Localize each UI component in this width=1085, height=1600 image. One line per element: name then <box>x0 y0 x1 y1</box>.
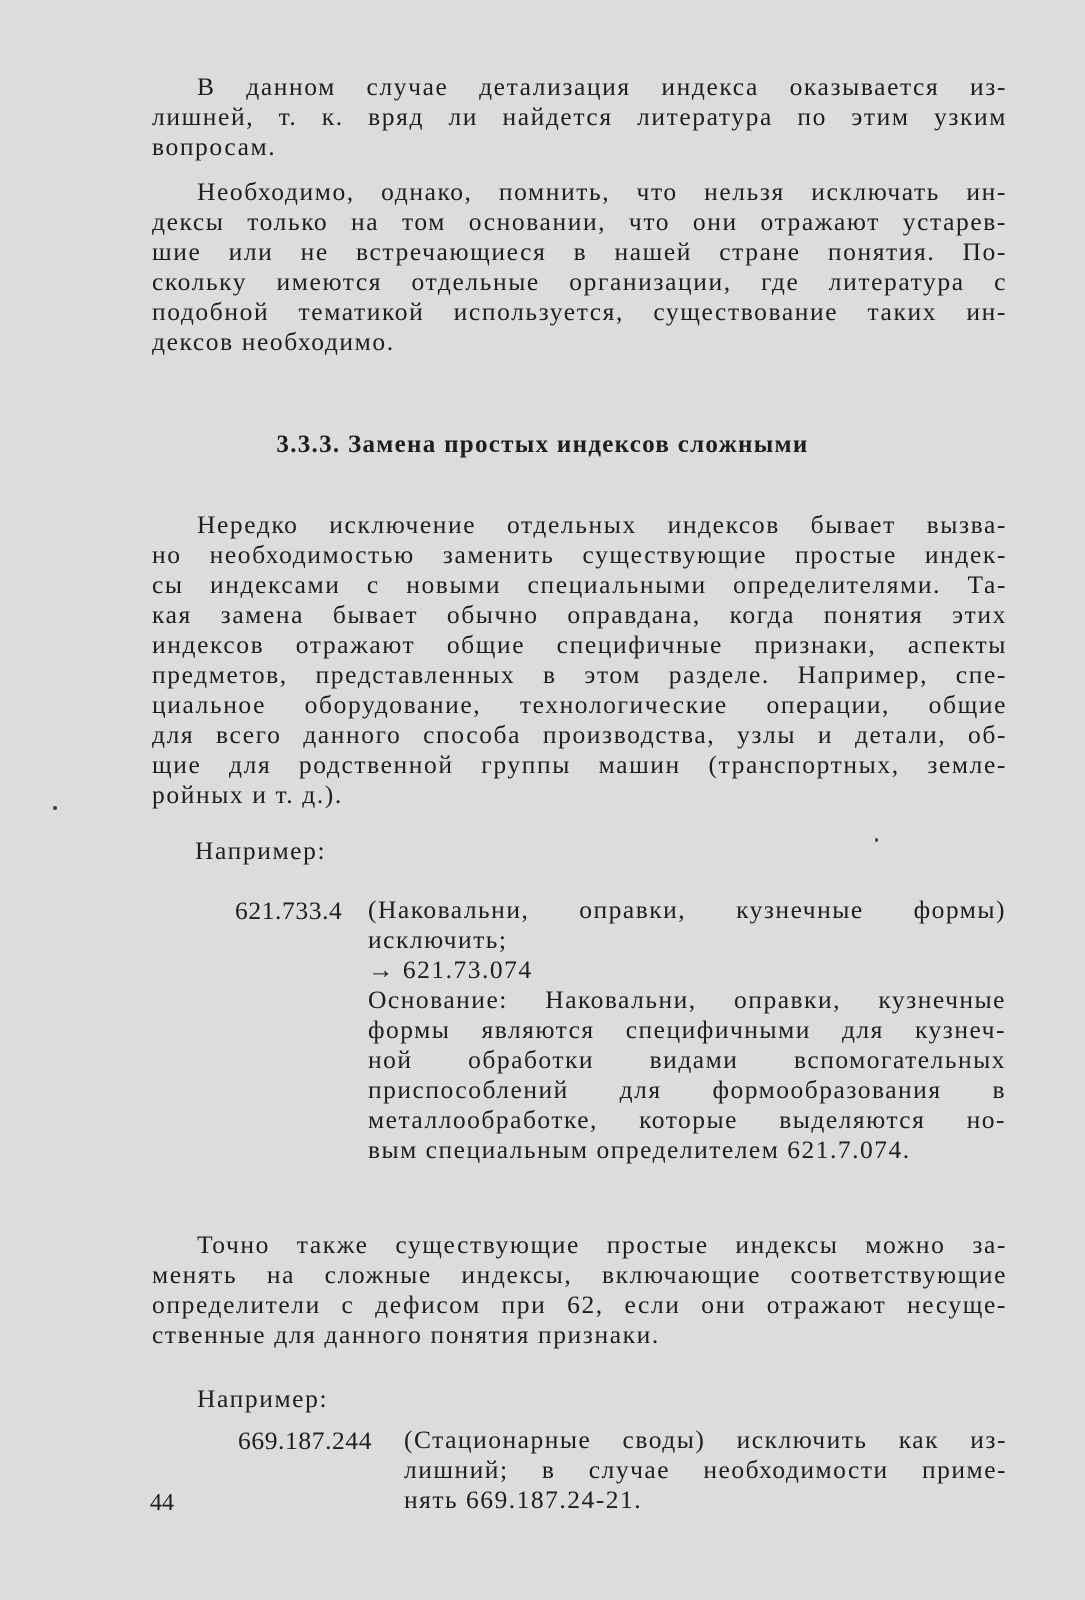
text-line: вопросам. <box>152 132 277 161</box>
text-line: лишней, т. к. вряд ли найдется литература по этим узким <box>152 102 1007 131</box>
text-line: подобной тематикой используется, существование таких ин- <box>152 297 1007 326</box>
text-line: скольку имеются отдельные организации, где литература с <box>152 267 1007 296</box>
text-line: дексы только на том основании, что они отражают устарев- <box>152 207 1007 236</box>
entry-line: Основание: Наковальни, оправки, кузнечные <box>368 985 1006 1014</box>
entry-line: исключить; <box>368 925 508 954</box>
text-line: ройных и т. д.). <box>152 780 343 809</box>
example-entry <box>404 1425 1007 1515</box>
entry-line: → 621.73.074 <box>368 955 533 984</box>
text-line: для всего данного способа производства, узлы и детали, об- <box>152 720 1007 749</box>
entry-line: (Наковальни, оправки, кузнечные формы) <box>368 895 1006 924</box>
text-line: менять на сложные индексы, включающие соответствующие <box>152 1260 1007 1289</box>
text-line: шие или не встречающиеся в нашей стране понятия. По- <box>152 237 1007 266</box>
text-line: но необходимостью заменить существующие простые индек- <box>152 540 1007 569</box>
entry-line: формы являются специфичными для кузнеч- <box>368 1015 1006 1044</box>
entry-line: нять 669.187.24-21. <box>404 1485 643 1514</box>
paragraph-4 <box>152 1230 1007 1350</box>
example-entry <box>368 895 1006 1165</box>
entry-line: лишний; в случае необходимости приме- <box>404 1455 1007 1484</box>
text-line: определители с дефисом при 62, если они отражают несуще- <box>152 1290 1007 1319</box>
example-label: Например: <box>195 836 327 865</box>
scan-speck <box>875 838 878 842</box>
scan-speck <box>53 806 57 810</box>
text-line: индексов отражают общие специфичные признаки, аспекты <box>152 630 1007 659</box>
text-line: щие для родственной группы машин (транспортных, земле- <box>152 750 1007 779</box>
text-line: ственные для данного понятия признаки. <box>152 1320 660 1349</box>
paragraph-1 <box>152 72 1007 162</box>
entry-line: ной обработки видами вспомогательных <box>368 1045 1006 1074</box>
page-number: 44 <box>150 1490 174 1516</box>
text-line: циальное оборудование, технологические операции, общие <box>152 690 1007 719</box>
text-line: Необходимо, однако, помнить, что нельзя исключать ин- <box>197 177 1007 206</box>
paragraph-3 <box>152 510 1007 810</box>
entry-line: (Стационарные своды) исключить как из- <box>404 1425 1007 1454</box>
text-line: дексов необходимо. <box>152 327 395 356</box>
text-line: В данном случае детализация индекса оказывается из- <box>197 72 1007 101</box>
section-heading: 3.3.3. Замена простых индексов сложными <box>276 431 809 458</box>
text-line: кая замена бывает обычно оправдана, когда понятия этих <box>152 600 1007 629</box>
text-line: сы индексами с новыми специальными определителями. Та- <box>152 570 1007 599</box>
text-line: Точно также существующие простые индексы можно за- <box>197 1230 1007 1259</box>
text-line: предметов, представленных в этом разделе. Например, спе- <box>152 660 1007 689</box>
example-index-code: 669.187.244 <box>238 1426 373 1455</box>
entry-line: вым специальным определителем 621.7.074. <box>368 1135 911 1164</box>
text-line: Нередко исключение отдельных индексов бывает вызва- <box>197 510 1007 539</box>
paragraph-2 <box>152 177 1007 357</box>
entry-line: приспособлений для формообразования в <box>368 1075 1006 1104</box>
example-label: Например: <box>197 1384 329 1413</box>
entry-line: металлообработке, которые выделяются но- <box>368 1105 1006 1134</box>
example-index-code: 621.733.4 <box>235 896 343 925</box>
